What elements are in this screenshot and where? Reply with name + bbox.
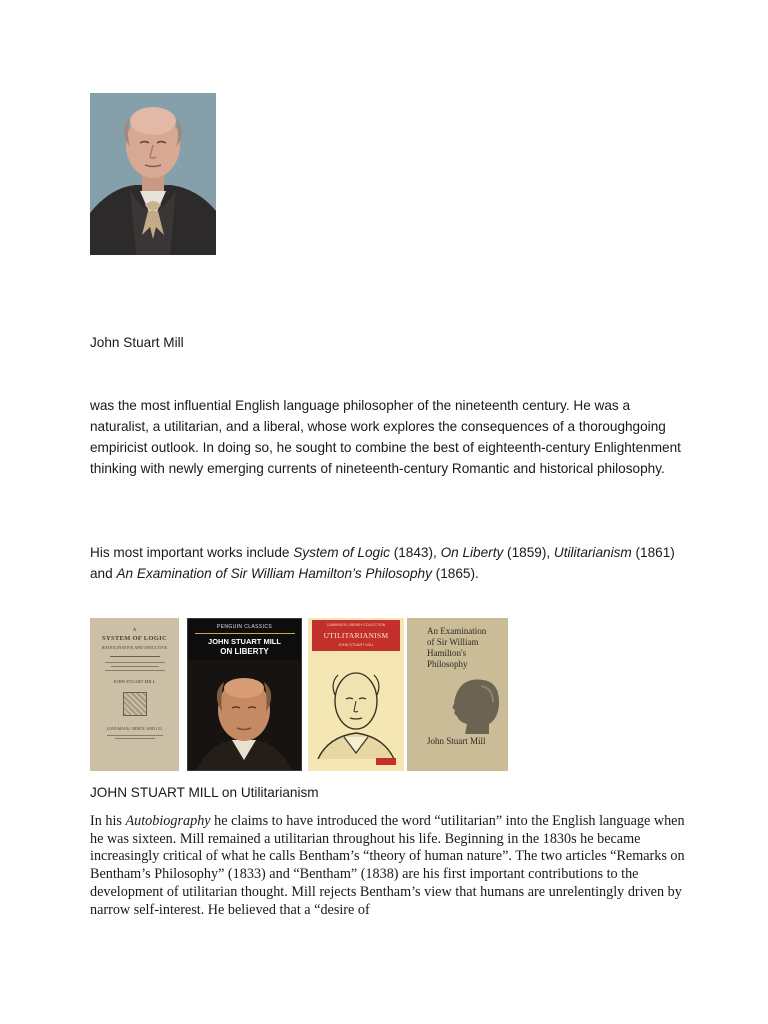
logic-publisher: LONGMANS, GREEN, AND CO. — [106, 726, 163, 731]
biography-paragraph — [90, 813, 685, 919]
liberty-series: PENGUIN CLASSICS — [216, 624, 273, 630]
work-title-logic: System of Logic — [293, 545, 390, 560]
exam-profile-silhouette — [445, 674, 505, 738]
section-heading: JOHN STUART MILL on Utilitarianism — [90, 785, 319, 800]
bio-book-title: Autobiography — [125, 813, 211, 829]
util-series: CAMBRIDGE LIBRARY COLLECTION — [326, 623, 386, 627]
important-works-paragraph — [90, 542, 690, 584]
person-name-heading: John Stuart Mill — [90, 335, 184, 350]
exam-title-line1: An Examination — [427, 626, 487, 636]
logic-small-lines — [105, 662, 165, 671]
intro-paragraph: was the most influential English language philosopher of the nineteenth century. He was a naturalist, a utilitarian, and a liberal, whose work explores the consequences of a thoroughgoing empiricist outlook. In doing so, he sought to combine the best of eighteenth-century Enlightenment thinking with newly emerging currents of nineteenth-century Romantic and historical philosophy. — [90, 398, 681, 476]
work-title-examination: An Examination of Sir William Hamilton’s Philosophy — [116, 566, 432, 581]
works-lead-text: His most important works include — [90, 545, 294, 560]
work-title-liberty: On Liberty — [440, 545, 504, 560]
exam-author: John Stuart Mill — [427, 736, 486, 746]
util-author: JOHN STUART MILL — [338, 643, 374, 647]
bio-lead-text: In his — [90, 813, 126, 829]
exam-title-line3: Hamilton's — [427, 648, 467, 658]
portrait-illustration — [90, 93, 216, 255]
work-year-liberty: (1859), — [503, 545, 554, 560]
book-covers-strip — [90, 618, 508, 771]
util-title: UTILITARIANISM — [323, 631, 389, 640]
exam-title-line2: of Sir William — [427, 637, 479, 647]
cover-examination-hamilton — [407, 618, 508, 771]
liberty-title: ON LIBERTY — [220, 647, 269, 656]
liberty-portrait-illustration — [188, 660, 301, 771]
logic-title: SYSTEM OF LOGIC — [102, 635, 167, 642]
exam-title-line4: Philosophy — [427, 659, 468, 669]
logic-subtitle: RATIOCINATIVE AND INDUCTIVE — [101, 645, 168, 650]
logic-imprint-lines — [107, 735, 163, 739]
util-publisher-badge — [376, 758, 396, 765]
work-title-utilitarianism: Utilitarianism — [553, 545, 632, 560]
work-year-utilitarianism: (1861) and — [90, 545, 675, 581]
util-portrait-sketch — [308, 655, 404, 759]
logic-rule — [110, 656, 160, 657]
cover-system-of-logic — [90, 618, 179, 771]
logic-line1: A — [132, 628, 137, 633]
liberty-rule — [195, 633, 295, 634]
logic-emblem-icon — [123, 692, 147, 716]
mill-portrait-image — [90, 93, 216, 255]
bio-body-text: he claims to have introduced the word “utilitarian” into the English language when he was sixteen. Mill remained a utilitarian throughout his life. Beginning in the 1830s he became increasingly critical of what he calls Bentham’s “theory of human nature”. The two articles “Remarks on Bentham’s Philosophy” (1833) and “Bentham” (1838) are his first important contributions to the development of utilitarian thought. Mill rejects Bentham’s view that humans are unrelentingly driven by narrow self-interest. He believed that a “desire of — [90, 813, 685, 918]
cover-on-liberty — [187, 618, 302, 771]
work-year-examination: (1865). — [431, 566, 479, 581]
liberty-author: JOHN STUART MILL — [208, 637, 281, 646]
work-year-logic: (1843), — [389, 545, 441, 560]
logic-author: JOHN STUART MILL — [113, 679, 156, 684]
util-band — [312, 620, 400, 651]
cover-utilitarianism — [308, 618, 404, 771]
